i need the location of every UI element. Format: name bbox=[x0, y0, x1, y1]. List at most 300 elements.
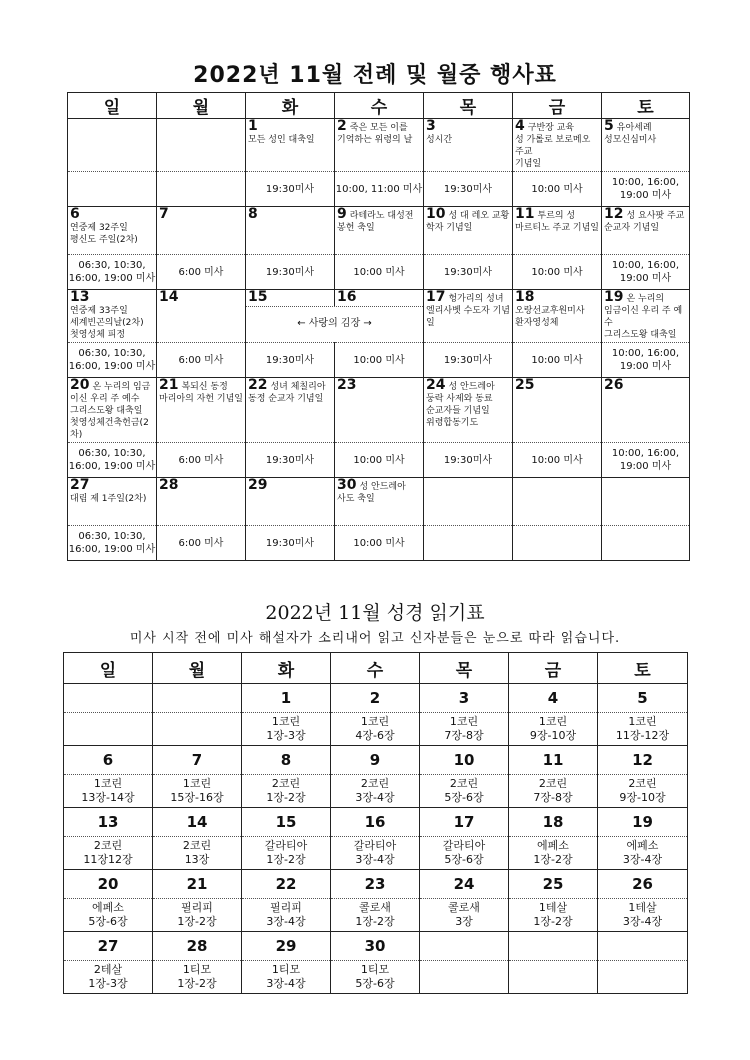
mass-time-text: 10:00 미사 bbox=[353, 454, 405, 466]
mass-time-text: 10:00, 16:00, 19:00 미사 bbox=[611, 260, 680, 284]
liturgy-day-cell bbox=[424, 290, 513, 343]
day-number: 28 bbox=[159, 477, 179, 493]
reading-book-text: 갈라티아 3장-4장 bbox=[353, 839, 397, 866]
reading-book-text: 1코린 11장-12장 bbox=[615, 715, 670, 742]
mass-time-cell bbox=[68, 343, 157, 378]
mass-time-cell bbox=[424, 255, 513, 290]
liturgy-day-cell bbox=[424, 119, 513, 172]
reading-book-cell bbox=[509, 961, 598, 994]
reading-book-text: 2코린 7장-8장 bbox=[533, 777, 573, 804]
mass-time-text: 10:00 미사 bbox=[531, 266, 583, 278]
day-number: 19 bbox=[604, 289, 624, 305]
reading-book-text: 갈라티아 5장-6장 bbox=[442, 839, 486, 866]
reading-header-sun: 일 bbox=[64, 653, 153, 684]
mass-time-text: 19:30미사 bbox=[443, 454, 493, 466]
reading-book-text: 갈라티아 1장-2장 bbox=[264, 839, 308, 866]
reading-day-cell: 30 bbox=[331, 932, 420, 961]
mass-time-text: 19:30미사 bbox=[265, 454, 315, 466]
day-number: 14 bbox=[159, 289, 179, 305]
mass-time-text: 06:30, 10:30, 16:00, 19:00 미사 bbox=[68, 531, 156, 555]
event-text: 모든 성인 대축일 bbox=[248, 135, 315, 145]
reading-day-cell bbox=[64, 684, 153, 713]
liturgy-mass-row bbox=[68, 255, 690, 290]
gimjang-banner: ← 사랑의 김장 → bbox=[246, 306, 423, 329]
day-number: 30 bbox=[337, 477, 357, 493]
reading-day-row bbox=[64, 746, 688, 775]
reading-day-cell: 22 bbox=[242, 870, 331, 899]
reading-book-text: 1코린 9장-10장 bbox=[529, 715, 577, 742]
day-content bbox=[335, 207, 423, 235]
day-number: 29 bbox=[248, 477, 268, 493]
day-number: 13 bbox=[70, 289, 90, 305]
reading-day-cell bbox=[153, 684, 242, 713]
reading-book-cell bbox=[331, 837, 420, 870]
liturgy-day-cell bbox=[157, 378, 246, 443]
reading-day-cell: 10 bbox=[420, 746, 509, 775]
mass-time-cell bbox=[335, 443, 424, 478]
day-content bbox=[602, 207, 689, 235]
liturgy-day-cell bbox=[424, 378, 513, 443]
liturgy-day-cell bbox=[157, 119, 246, 172]
day-content bbox=[513, 378, 601, 394]
liturgy-header-wed: 수 bbox=[335, 93, 424, 119]
day-content bbox=[68, 290, 156, 342]
event-text: 오랑선교후원미사 환자영성체 bbox=[515, 306, 585, 328]
reading-header-tue: 화 bbox=[242, 653, 331, 684]
day-number: 7 bbox=[159, 206, 169, 222]
mass-time-text: 10:00 미사 bbox=[353, 354, 405, 366]
liturgy-event-row bbox=[68, 478, 690, 526]
reading-book-cell bbox=[64, 899, 153, 932]
reading-book-text: 1코린 7장-8장 bbox=[444, 715, 484, 742]
reading-day-cell: 4 bbox=[509, 684, 598, 713]
reading-book-cell bbox=[153, 713, 242, 746]
reading-book-text: 2코린 1장-2장 bbox=[266, 777, 306, 804]
reading-book-text: 2코린 13장 bbox=[182, 839, 212, 866]
mass-time-cell bbox=[335, 526, 424, 561]
day-content bbox=[424, 207, 512, 235]
day-content bbox=[68, 119, 156, 121]
reading-book-cell bbox=[598, 775, 688, 808]
day-number: 25 bbox=[515, 377, 535, 393]
liturgy-event-row bbox=[68, 290, 690, 343]
reading-book-cell bbox=[420, 775, 509, 808]
reading-book-text: 필리피 1장-2장 bbox=[177, 901, 217, 928]
reading-book-cell bbox=[64, 713, 153, 746]
mass-time-text: 10:00, 16:00, 19:00 미사 bbox=[611, 448, 680, 472]
mass-time-text: 10:00 미사 bbox=[531, 454, 583, 466]
day-number: 8 bbox=[248, 206, 258, 222]
liturgy-day-cell bbox=[602, 119, 690, 172]
event-text: 대림 제 1주일(2차) bbox=[70, 494, 147, 504]
liturgy-day-cell bbox=[513, 478, 602, 526]
reading-day-row bbox=[64, 808, 688, 837]
event-text: 복되신 동정 마리아의 자헌 기념일 bbox=[159, 382, 243, 404]
day-content bbox=[246, 378, 334, 406]
reading-day-cell bbox=[420, 932, 509, 961]
day-number: 16 bbox=[337, 289, 357, 305]
day-content bbox=[157, 378, 245, 406]
reading-day-cell: 12 bbox=[598, 746, 688, 775]
liturgy-day-cell bbox=[513, 119, 602, 172]
liturgy-event-row bbox=[68, 378, 690, 443]
reading-day-cell: 16 bbox=[331, 808, 420, 837]
reading-day-cell: 2 bbox=[331, 684, 420, 713]
event-text: 연중제 33주일 세계빈곤의날(2차) 첫영성체 피정 bbox=[70, 306, 144, 340]
day-content bbox=[68, 207, 156, 247]
reading-book-cell bbox=[64, 837, 153, 870]
day-number: 23 bbox=[337, 377, 357, 393]
reading-book-cell bbox=[331, 961, 420, 994]
day-number: 22 bbox=[248, 377, 268, 393]
day-content bbox=[513, 119, 601, 171]
reading-book-cell bbox=[509, 899, 598, 932]
mass-time-text: 06:30, 10:30, 16:00, 19:00 미사 bbox=[68, 348, 156, 372]
day-content bbox=[335, 378, 423, 394]
day-number: 17 bbox=[426, 289, 446, 305]
liturgy-day-cell bbox=[157, 207, 246, 255]
liturgy-mass-row bbox=[68, 343, 690, 378]
day-number: 24 bbox=[426, 377, 446, 393]
liturgy-day-cell bbox=[68, 119, 157, 172]
reading-book-cell bbox=[242, 837, 331, 870]
day-number: 4 bbox=[515, 118, 525, 134]
liturgy-day-cell bbox=[513, 290, 602, 343]
reading-day-row bbox=[64, 684, 688, 713]
reading-book-text: 콜로새 1장-2장 bbox=[355, 901, 395, 928]
reading-book-text: 에페소 3장-4장 bbox=[622, 839, 663, 866]
day-number: 15 bbox=[248, 289, 268, 305]
reading-book-cell bbox=[153, 837, 242, 870]
reading-day-cell: 17 bbox=[420, 808, 509, 837]
reading-header-thu: 목 bbox=[420, 653, 509, 684]
reading-book-text: 2코린 11장12장 bbox=[83, 839, 133, 866]
event-text: 성 대 레오 교황 학자 기념일 bbox=[426, 211, 510, 233]
reading-day-cell: 1 bbox=[242, 684, 331, 713]
liturgy-day-cell bbox=[157, 478, 246, 526]
reading-day-cell bbox=[509, 932, 598, 961]
reading-book-cell bbox=[598, 713, 688, 746]
reading-book-cell bbox=[242, 775, 331, 808]
reading-day-cell: 9 bbox=[331, 746, 420, 775]
event-text: 투르의 성 마르티노 주교 기념일 bbox=[515, 211, 599, 233]
reading-book-row bbox=[64, 899, 688, 932]
reading-day-cell: 28 bbox=[153, 932, 242, 961]
mass-time-cell bbox=[513, 255, 602, 290]
liturgy-day-cell bbox=[513, 378, 602, 443]
mass-time-cell bbox=[68, 443, 157, 478]
reading-book-cell bbox=[242, 961, 331, 994]
reading-day-cell: 15 bbox=[242, 808, 331, 837]
reading-book-cell bbox=[64, 775, 153, 808]
mass-time-cell bbox=[602, 526, 690, 561]
day-content bbox=[602, 119, 689, 147]
event-text: 라테라노 대성전 봉헌 축일 bbox=[337, 211, 414, 233]
reading-plan-table bbox=[63, 652, 688, 994]
day-content bbox=[246, 478, 334, 494]
day-content bbox=[424, 119, 512, 147]
liturgy-day-cell bbox=[602, 478, 690, 526]
day-number: 27 bbox=[70, 477, 90, 493]
reading-book-cell bbox=[420, 713, 509, 746]
liturgy-header-sun: 일 bbox=[68, 93, 157, 119]
reading-day-cell: 13 bbox=[64, 808, 153, 837]
reading-book-text: 1코린 13장-14장 bbox=[81, 777, 135, 804]
mass-time-cell bbox=[246, 443, 335, 478]
reading-book-text: 에페소 1장-2장 bbox=[533, 839, 573, 866]
day-number: 20 bbox=[70, 377, 90, 393]
day-15-wrap bbox=[246, 290, 334, 306]
day-number: 9 bbox=[337, 206, 347, 222]
day-number: 11 bbox=[515, 206, 535, 222]
day-content bbox=[335, 478, 423, 506]
day-content bbox=[68, 378, 156, 442]
liturgy-day-cell bbox=[246, 290, 424, 343]
mass-time-cell bbox=[513, 526, 602, 561]
reading-book-cell bbox=[331, 775, 420, 808]
reading-book-text: 2코린 5장-6장 bbox=[444, 777, 484, 804]
liturgy-calendar-title: 2022년 11월 전례 및 월중 행사표 bbox=[193, 63, 557, 88]
reading-day-cell: 24 bbox=[420, 870, 509, 899]
reading-day-cell: 5 bbox=[598, 684, 688, 713]
liturgy-event-row bbox=[68, 119, 690, 172]
mass-time-text: 19:30미사 bbox=[443, 183, 493, 195]
day-content bbox=[513, 207, 601, 235]
day-content bbox=[157, 207, 245, 223]
reading-book-cell bbox=[420, 961, 509, 994]
mass-time-text: 10:00 미사 bbox=[531, 183, 583, 195]
liturgy-mass-row bbox=[68, 172, 690, 207]
reading-book-cell bbox=[153, 899, 242, 932]
day-content bbox=[246, 207, 334, 223]
liturgy-day-cell bbox=[335, 478, 424, 526]
event-text: 성 요사팟 주교 순교자 기념일 bbox=[604, 211, 685, 233]
reading-book-text: 필리피 3장-4장 bbox=[266, 901, 306, 928]
mass-time-text: 10:00, 16:00, 19:00 미사 bbox=[611, 348, 680, 372]
mass-time-cell bbox=[602, 255, 690, 290]
reading-book-cell bbox=[331, 713, 420, 746]
mass-time-text: 10:00 미사 bbox=[353, 537, 405, 549]
reading-book-text: 에페소 5장-6장 bbox=[88, 901, 128, 928]
day-number: 18 bbox=[515, 289, 535, 305]
reading-plan-subtitle: 미사 시작 전에 미사 해설자가 소리내어 읽고 신자분들은 눈으로 따라 읽습니다. bbox=[129, 631, 621, 646]
reading-book-cell bbox=[420, 899, 509, 932]
liturgy-day-cell bbox=[68, 207, 157, 255]
reading-day-cell bbox=[598, 932, 688, 961]
reading-day-cell: 21 bbox=[153, 870, 242, 899]
day-content bbox=[602, 290, 689, 342]
reading-book-text: 1테살 1장-2장 bbox=[533, 901, 573, 928]
reading-book-cell bbox=[153, 775, 242, 808]
reading-book-cell bbox=[509, 775, 598, 808]
mass-time-cell bbox=[157, 172, 246, 207]
day-number: 2 bbox=[337, 118, 347, 134]
reading-header-wed: 수 bbox=[331, 653, 420, 684]
reading-book-cell bbox=[331, 899, 420, 932]
mass-time-cell bbox=[157, 443, 246, 478]
reading-day-cell: 7 bbox=[153, 746, 242, 775]
event-text: 성 안드레아 사도 축일 bbox=[337, 482, 406, 504]
liturgy-day-cell bbox=[157, 290, 246, 343]
reading-day-cell: 18 bbox=[509, 808, 598, 837]
reading-day-cell: 29 bbox=[242, 932, 331, 961]
liturgy-mass-row bbox=[68, 443, 690, 478]
mass-time-text: 19:30미사 bbox=[443, 354, 493, 366]
reading-day-cell: 8 bbox=[242, 746, 331, 775]
event-text: 성 안드레아 둥락 사제와 동료 순교자들 기념일 위령합동기도 bbox=[426, 382, 495, 428]
reading-book-cell bbox=[242, 713, 331, 746]
mass-time-text: 10:00 미사 bbox=[353, 266, 405, 278]
mass-time-text: 10:00, 11:00 미사 bbox=[335, 183, 423, 195]
mass-time-cell bbox=[246, 255, 335, 290]
reading-book-text: 2테살 1장-3장 bbox=[88, 963, 128, 990]
day-content bbox=[602, 378, 689, 394]
reading-book-cell bbox=[153, 961, 242, 994]
mass-time-cell bbox=[424, 172, 513, 207]
mass-time-text: 19:30미사 bbox=[265, 354, 315, 366]
mass-time-text: 19:30미사 bbox=[265, 183, 315, 195]
liturgy-calendar-table bbox=[67, 92, 690, 561]
day-number: 5 bbox=[604, 118, 614, 134]
reading-plan-title: 2022년 11월 성경 읽기표 bbox=[265, 602, 485, 624]
event-text: 연중제 32주일 평신도 주일(2차) bbox=[70, 223, 138, 245]
reading-book-text: 1코린 15장-16장 bbox=[170, 777, 224, 804]
event-text: 헝가리의 성녀 엘리사벳 수도자 기념일 bbox=[426, 294, 510, 328]
liturgy-day-cell bbox=[68, 378, 157, 443]
reading-day-row bbox=[64, 870, 688, 899]
mass-time-cell bbox=[68, 255, 157, 290]
mass-time-cell bbox=[602, 172, 690, 207]
day-content bbox=[513, 478, 601, 480]
liturgy-header-sat: 토 bbox=[602, 93, 690, 119]
liturgy-day-cell bbox=[246, 378, 335, 443]
event-text: 죽은 모든 이를 기억하는 위령의 날 bbox=[337, 123, 413, 145]
reading-book-text: 1티모 1장-2장 bbox=[177, 963, 217, 990]
mass-time-text: 6:00 미사 bbox=[178, 454, 224, 466]
mass-time-cell bbox=[157, 526, 246, 561]
mass-time-cell bbox=[602, 343, 690, 378]
day-content bbox=[424, 290, 512, 330]
event-text: 온 누리의 임금 이신 우리 주 예수 그리스도왕 대축일 첫영성체건축헌금(2차) bbox=[70, 382, 151, 440]
day-content bbox=[68, 478, 156, 506]
liturgy-day-cell bbox=[513, 207, 602, 255]
reading-book-cell bbox=[598, 899, 688, 932]
mass-time-cell bbox=[68, 172, 157, 207]
reading-book-text: 1티모 3장-4장 bbox=[266, 963, 306, 990]
reading-book-cell bbox=[420, 837, 509, 870]
reading-day-cell: 3 bbox=[420, 684, 509, 713]
day-content bbox=[335, 119, 423, 147]
mass-time-cell bbox=[246, 172, 335, 207]
mass-time-cell bbox=[513, 172, 602, 207]
gimjang-wrap bbox=[246, 290, 423, 306]
liturgy-event-row bbox=[68, 207, 690, 255]
reading-day-cell: 27 bbox=[64, 932, 153, 961]
liturgy-day-cell bbox=[424, 478, 513, 526]
day-number: 12 bbox=[604, 206, 624, 222]
reading-book-text: 2코린 3장-4장 bbox=[355, 777, 395, 804]
mass-time-cell bbox=[68, 526, 157, 561]
day-content bbox=[424, 478, 512, 480]
liturgy-day-cell bbox=[246, 207, 335, 255]
reading-day-cell: 26 bbox=[598, 870, 688, 899]
mass-time-text: 6:00 미사 bbox=[178, 354, 224, 366]
day-content bbox=[602, 478, 689, 480]
mass-time-cell bbox=[335, 343, 424, 378]
mass-time-text: 6:00 미사 bbox=[178, 266, 224, 278]
liturgy-mass-row bbox=[68, 526, 690, 561]
liturgy-header-mon: 월 bbox=[157, 93, 246, 119]
day-content bbox=[246, 119, 334, 147]
liturgy-day-cell bbox=[602, 290, 690, 343]
mass-time-text: 19:30미사 bbox=[443, 266, 493, 278]
mass-time-cell bbox=[424, 443, 513, 478]
day-content bbox=[157, 478, 245, 494]
liturgy-day-cell bbox=[246, 119, 335, 172]
reading-book-text: 1티모 5장-6장 bbox=[355, 963, 395, 990]
reading-day-cell: 11 bbox=[509, 746, 598, 775]
reading-book-cell bbox=[598, 837, 688, 870]
day-number: 6 bbox=[70, 206, 80, 222]
mass-time-cell bbox=[513, 343, 602, 378]
event-text: 유아세례 성모신심미사 bbox=[604, 123, 657, 145]
reading-day-cell: 20 bbox=[64, 870, 153, 899]
liturgy-day-cell bbox=[246, 478, 335, 526]
reading-book-cell bbox=[509, 713, 598, 746]
mass-time-cell bbox=[424, 526, 513, 561]
mass-time-cell bbox=[424, 343, 513, 378]
liturgy-day-cell bbox=[602, 378, 690, 443]
mass-time-text: 19:30미사 bbox=[265, 537, 315, 549]
event-text: 성녀 체칠리아 동정 순교자 기념일 bbox=[248, 382, 326, 404]
reading-book-text: 1테살 3장-4장 bbox=[622, 901, 663, 928]
liturgy-day-cell bbox=[335, 378, 424, 443]
day-number: 1 bbox=[248, 118, 258, 134]
day-16-wrap bbox=[334, 290, 423, 306]
event-text: 온 누리의 임금이신 우리 주 예수 그리스도왕 대축일 bbox=[604, 294, 683, 340]
liturgy-header-thu: 목 bbox=[424, 93, 513, 119]
reading-book-cell bbox=[598, 961, 688, 994]
mass-time-cell bbox=[335, 172, 424, 207]
mass-time-text: 06:30, 10:30, 16:00, 19:00 미사 bbox=[68, 260, 156, 284]
reading-book-row bbox=[64, 713, 688, 746]
mass-time-text: 06:30, 10:30, 16:00, 19:00 미사 bbox=[68, 448, 156, 472]
day-number: 10 bbox=[426, 206, 446, 222]
liturgy-day-cell bbox=[335, 119, 424, 172]
reading-day-cell: 25 bbox=[509, 870, 598, 899]
reading-book-text: 1코린 1장-3장 bbox=[266, 715, 306, 742]
reading-book-cell bbox=[64, 961, 153, 994]
mass-time-text: 10:00 미사 bbox=[531, 354, 583, 366]
liturgy-day-cell bbox=[602, 207, 690, 255]
day-number: 26 bbox=[604, 377, 624, 393]
event-text: 구반장 교육 성 가롤로 보로메오 주교 기념일 bbox=[515, 123, 591, 169]
reading-header-fri: 금 bbox=[509, 653, 598, 684]
mass-time-text: 10:00, 16:00, 19:00 미사 bbox=[611, 177, 680, 201]
day-number: 3 bbox=[426, 118, 436, 134]
day-number: 21 bbox=[159, 377, 179, 393]
reading-day-cell: 23 bbox=[331, 870, 420, 899]
reading-day-cell: 19 bbox=[598, 808, 688, 837]
day-content bbox=[424, 378, 512, 430]
reading-day-row bbox=[64, 932, 688, 961]
liturgy-day-cell bbox=[68, 290, 157, 343]
liturgy-header-tue: 화 bbox=[246, 93, 335, 119]
reading-book-text: 2코린 9장-10장 bbox=[619, 777, 666, 804]
reading-day-cell: 14 bbox=[153, 808, 242, 837]
mass-time-cell bbox=[335, 255, 424, 290]
reading-day-cell: 6 bbox=[64, 746, 153, 775]
